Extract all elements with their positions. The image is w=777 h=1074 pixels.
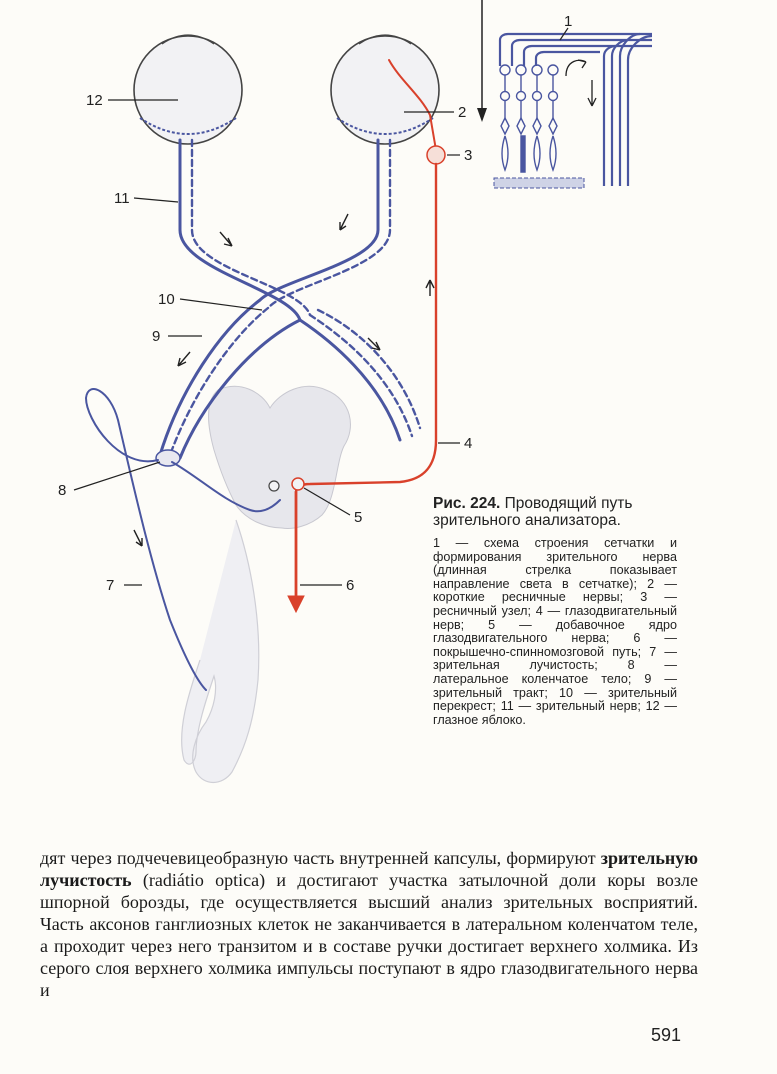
body-term: зрительную лучистость xyxy=(40,848,698,890)
arrow-icon xyxy=(220,232,232,246)
ciliary-ganglion xyxy=(427,146,445,164)
caption-prefix: Рис. 224. xyxy=(433,495,501,512)
label-10: 10 xyxy=(158,291,175,308)
arrow-icon xyxy=(588,80,596,106)
label-5: 5 xyxy=(354,509,363,526)
superior-colliculus-nucleus xyxy=(269,481,279,491)
arrow-icon xyxy=(340,214,348,230)
body-paragraph xyxy=(40,847,698,1001)
label-4: 4 xyxy=(464,435,473,452)
label-3: 3 xyxy=(464,147,473,164)
label-6: 6 xyxy=(346,577,355,594)
optic-nerve-right-dashed xyxy=(268,140,390,308)
arrow-icon xyxy=(566,60,586,76)
arrow-icon xyxy=(178,352,190,366)
eyeball-right xyxy=(331,36,439,144)
body-text-end: и достигают участка затылочной доли коры возле шпорной борозды, где осуществляется высший анализ зрительных восприятий. Часть аксонов ганглиозных клеток не заканчивается в латеральном коленчатом теле, а проходит через него транзитом и в составе ручки достигает верхнего холмика. Из серого слоя верхнего холмика импульсы поступают в ядро глазодвигательного нерва и xyxy=(40,870,698,1000)
arrow-icon xyxy=(134,530,142,546)
body-latin: (radiátio optica) xyxy=(131,870,266,890)
arrow-icon xyxy=(426,280,434,296)
arrow-icon xyxy=(368,338,380,350)
optic-radiation xyxy=(86,389,206,690)
label-12: 12 xyxy=(86,92,103,109)
body-text-start: дят через подчечевицеобразную часть внутренней капсулы, формируют xyxy=(40,848,601,868)
occipital-cortex-outline xyxy=(182,520,259,783)
page-number: 591 xyxy=(651,1025,682,1045)
label-9: 9 xyxy=(152,328,161,345)
label-7: 7 xyxy=(106,577,115,594)
light-arrowhead xyxy=(477,108,487,122)
label-11: 11 xyxy=(114,190,130,207)
figure-legend: 1 — схема строения сетчатки и формирования зрительного нерва (длинная стрелка показывает направление света в сетчатке); 2 — короткие ресничные нервы; 3 — ресничный узел; 4 — глазодвигательный нерв; 5 — добавочное ядро глазодвигательного нерва; 6 — покрышечно-спинномозговой путь; 7 — зрительная лучистость; 8 — латеральное коленчатое тело; 9 — зрительный тракт; 10 — зрительный перекрест; 11 — зрительный нерв; 12 — глазное яблоко. xyxy=(433,536,677,727)
label-2: 2 xyxy=(458,104,467,121)
caption-text: Проводящий путь зрительного анализатора. xyxy=(433,495,633,529)
label-8: 8 xyxy=(58,482,67,499)
midbrain-outline xyxy=(209,386,351,528)
label-1: 1 xyxy=(564,13,573,30)
tectospinal-arrowhead xyxy=(288,596,304,612)
optic-nerve-right xyxy=(260,140,378,300)
accessory-oculomotor-nucleus xyxy=(292,478,304,490)
caption-title xyxy=(433,495,677,529)
pigment-epithelium xyxy=(494,178,584,188)
optic-nerve-left-dashed xyxy=(192,140,310,315)
figure-caption xyxy=(433,495,677,727)
eyeball-left xyxy=(134,36,242,144)
motor-pathway xyxy=(288,60,445,612)
